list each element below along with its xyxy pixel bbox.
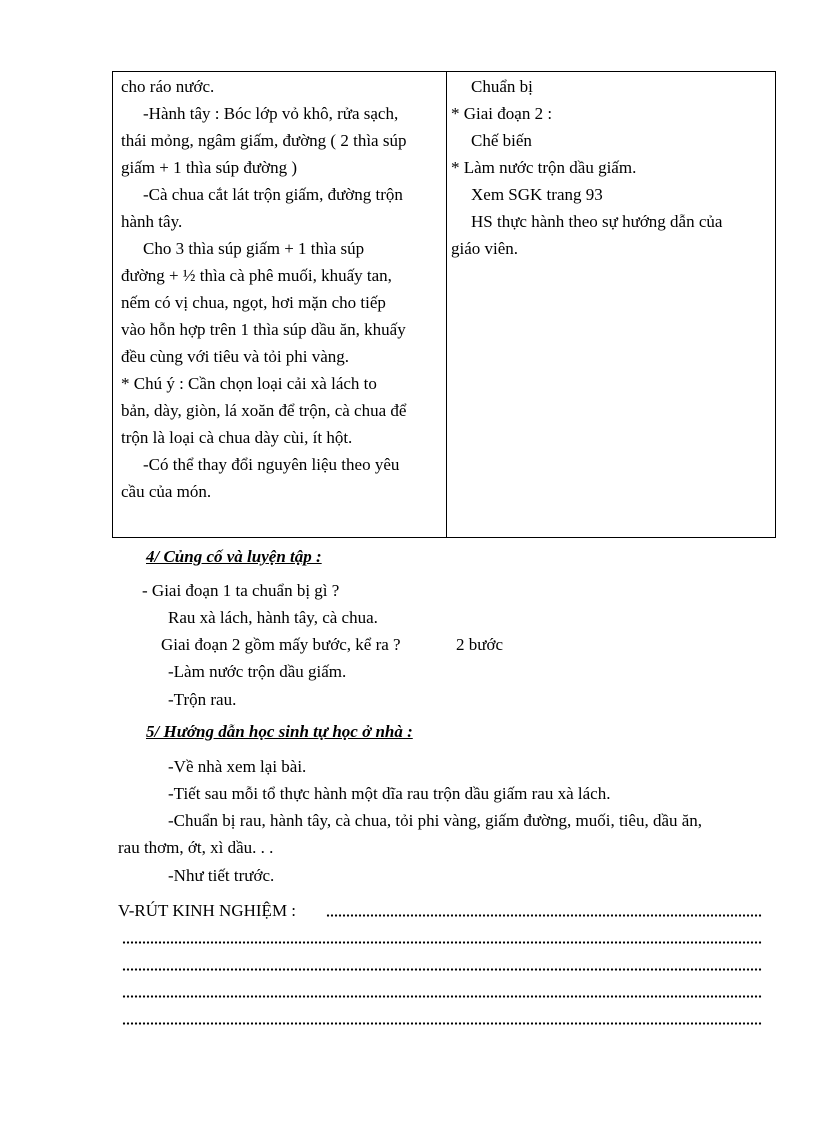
homework-item-2: -Tiết sau mỗi tổ thực hành một dĩa rau trộn dầu giấm rau xà lách. (168, 784, 611, 803)
homework-item-3: -Chuẩn bị rau, hành tây, cà chua, tỏi phi vàng, giấm đường, muối, tiêu, dầu ăn, (168, 811, 703, 830)
left-line: trộn là loại cà chua dày cùi, ít hột. (121, 428, 353, 447)
dotted-line (122, 1022, 762, 1025)
section4-heading: 4/ Củng cố và luyện tập : (146, 547, 322, 566)
left-line: đường + ½ thìa cà phê muối, khuấy tan, (121, 266, 392, 285)
left-line: -Cà chua cắt lát trộn giấm, đường trộn (143, 185, 403, 204)
homework-item-4: -Như tiết trước. (168, 866, 275, 885)
left-line: bản, dày, giòn, lá xoăn để trộn, cà chua để (121, 401, 407, 420)
left-line: -Hành tây : Bóc lớp vỏ khô, rửa sạch, (143, 104, 399, 123)
right-line: giáo viên. (451, 239, 519, 258)
left-line: thái mỏng, ngâm giấm, đường ( 2 thìa súp (121, 131, 407, 150)
review-answer-2: 2 bước (456, 635, 503, 654)
left-line: vào hỗn hợp trên 1 thìa súp dầu ăn, khuấy (121, 320, 406, 339)
review-question-2: Giai đoạn 2 gồm mấy bước, kể ra ? (161, 635, 401, 654)
homework-item-1: -Về nhà xem lại bài. (168, 757, 307, 776)
left-line: * Chú ý : Cần chọn loại cải xà lách to (121, 374, 377, 393)
left-line: đều cùng với tiêu và tỏi phi vàng. (121, 347, 350, 366)
review-step-1: -Làm nước trộn dầu giấm. (168, 662, 347, 681)
dotted-line (326, 914, 762, 917)
review-step-2: -Trộn rau. (168, 690, 237, 709)
section5-heading: 5/ Hướng dẫn học sinh tự học ở nhà : (146, 722, 413, 741)
left-line: nếm có vị chua, ngọt, hơi mặn cho tiếp (121, 293, 386, 312)
right-line: * Làm nước trộn dầu giấm. (451, 158, 637, 177)
right-line: HS thực hành theo sự hướng dẫn của (471, 212, 723, 231)
dotted-line (122, 941, 762, 944)
lesson-table (112, 71, 776, 538)
left-line: Cho 3 thìa súp giấm + 1 thìa súp (143, 239, 365, 258)
right-line: Chuẩn bị (471, 77, 533, 96)
left-line: hành tây. (121, 212, 183, 231)
left-line: giấm + 1 thìa súp đường ) (121, 158, 298, 177)
experience-label: V-RÚT KINH NGHIỆM : (118, 901, 297, 920)
dotted-line (122, 995, 762, 998)
column-divider (446, 72, 447, 537)
right-line: Chế biến (471, 131, 532, 150)
left-line: cầu của món. (121, 482, 212, 501)
homework-item-3-cont: rau thơm, ớt, xì dầu. . . (118, 838, 274, 857)
left-line: -Có thể thay đổi nguyên liệu theo yêu (143, 455, 400, 474)
left-line: cho ráo nước. (121, 77, 215, 96)
right-line: Xem SGK trang 93 (471, 185, 603, 204)
dotted-line (122, 968, 762, 971)
review-question-1: - Giai đoạn 1 ta chuẩn bị gì ? (142, 581, 340, 600)
review-answer-1: Rau xà lách, hành tây, cà chua. (168, 608, 378, 627)
right-line: * Giai đoạn 2 : (451, 104, 553, 123)
